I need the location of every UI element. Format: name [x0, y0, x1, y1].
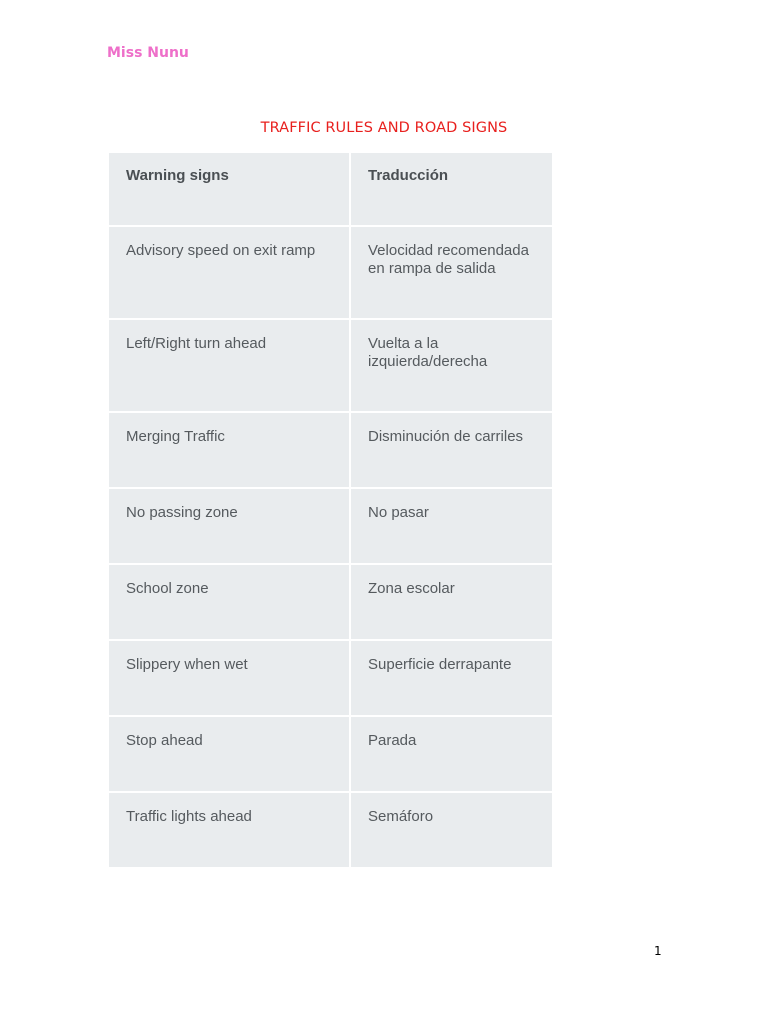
cell-english: No passing zone	[108, 488, 350, 564]
column-header-warning-signs: Warning signs	[108, 152, 350, 226]
table-row	[108, 716, 553, 792]
table-row	[108, 640, 553, 716]
cell-spanish: Vuelta a la izquierda/derecha	[350, 319, 553, 412]
cell-spanish: Parada	[350, 716, 553, 792]
cell-english: School zone	[108, 564, 350, 640]
table-row	[108, 226, 553, 319]
cell-english: Traffic lights ahead	[108, 792, 350, 868]
table-row	[108, 488, 553, 564]
cell-english: Stop ahead	[108, 716, 350, 792]
table-row	[108, 412, 553, 488]
cell-english: Advisory speed on exit ramp	[108, 226, 350, 319]
table-row	[108, 564, 553, 640]
cell-spanish: Superficie derrapante	[350, 640, 553, 716]
cell-english: Slippery when wet	[108, 640, 350, 716]
cell-spanish: No pasar	[350, 488, 553, 564]
cell-spanish: Zona escolar	[350, 564, 553, 640]
cell-spanish: Velocidad recomendada en rampa de salida	[350, 226, 553, 319]
cell-spanish: Semáforo	[350, 792, 553, 868]
column-header-translation: Traducción	[350, 152, 553, 226]
cell-spanish: Disminución de carriles	[350, 412, 553, 488]
author-header: Miss Nunu	[107, 45, 189, 61]
table-row	[108, 792, 553, 868]
cell-english: Left/Right turn ahead	[108, 319, 350, 412]
table-row	[108, 319, 553, 412]
page-number: 1	[654, 944, 662, 958]
document-title: TRAFFIC RULES AND ROAD SIGNS	[260, 120, 508, 136]
cell-english: Merging Traffic	[108, 412, 350, 488]
table-header-row	[108, 152, 553, 226]
warning-signs-table	[107, 151, 554, 869]
